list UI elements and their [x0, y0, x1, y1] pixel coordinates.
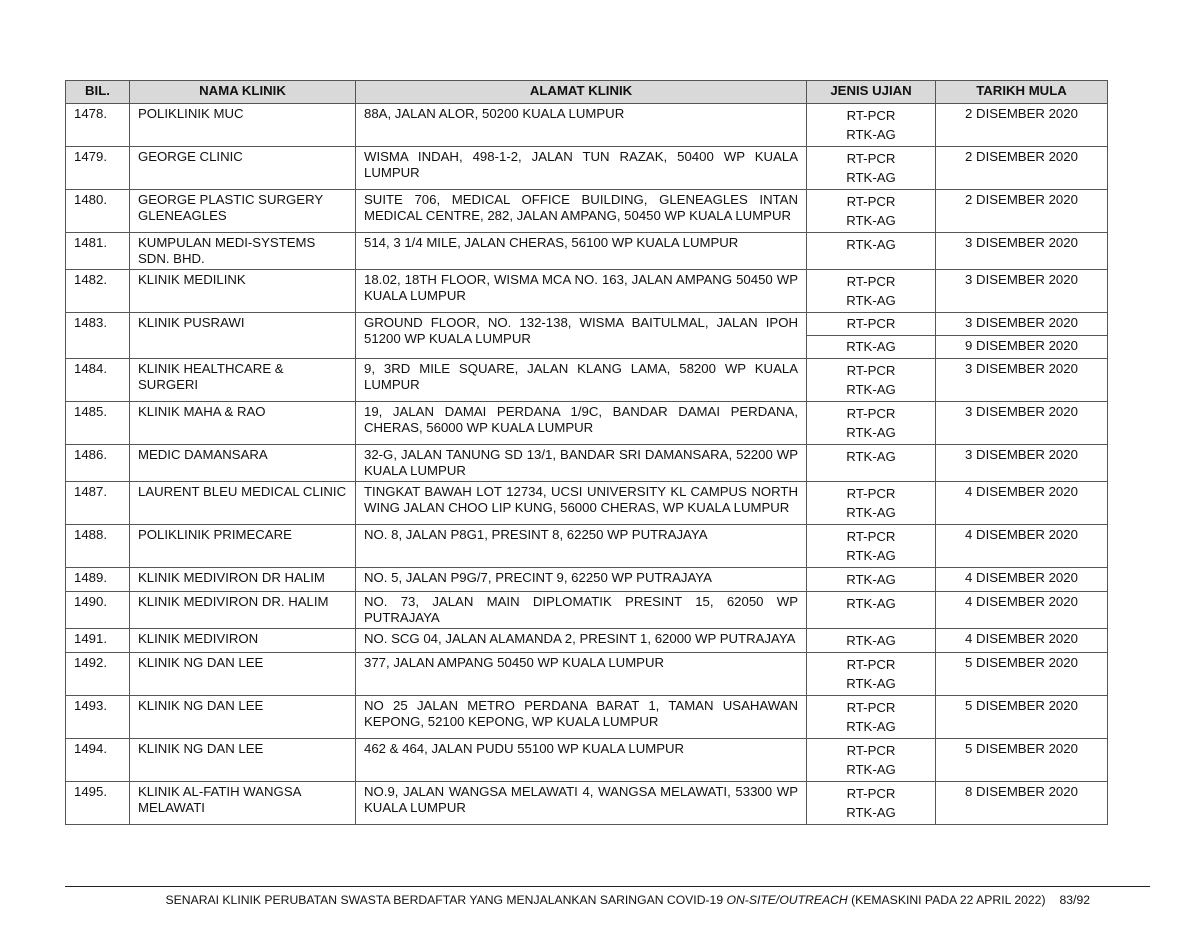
start-date: 4 DISEMBER 2020	[936, 629, 1108, 653]
table-row	[66, 525, 1108, 568]
test-types	[807, 739, 936, 782]
start-date: 2 DISEMBER 2020	[936, 147, 1108, 190]
clinic-address: 32-G, JALAN TANUNG SD 13/1, BANDAR SRI DAMANSARA, 52200 WP KUALA LUMPUR	[356, 445, 807, 482]
clinic-address: NO 25 JALAN METRO PERDANA BARAT 1, TAMAN USAHAWAN KEPONG, 52100 KEPONG, WP KUALA LUMPUR	[356, 696, 807, 739]
row-number: 1494.	[66, 739, 130, 782]
test-type: RTK-AG	[807, 336, 936, 359]
start-date: 5 DISEMBER 2020	[936, 739, 1108, 782]
clinic-address: 377, JALAN AMPANG 50450 WP KUALA LUMPUR	[356, 653, 807, 696]
table-row	[66, 592, 1108, 629]
row-number: 1491.	[66, 629, 130, 653]
test-type: RTK-AG	[846, 449, 896, 464]
test-type: RTK-AG	[846, 719, 896, 734]
table-row	[66, 782, 1108, 825]
clinic-address: NO. 5, JALAN P9G/7, PRECINT 9, 62250 WP PUTRAJAYA	[356, 568, 807, 592]
footer-title-italic: ON-SITE/OUTREACH	[726, 893, 848, 907]
table-row	[66, 147, 1108, 190]
test-type: RTK-AG	[846, 237, 896, 252]
table-row	[66, 629, 1108, 653]
row-number: 1493.	[66, 696, 130, 739]
test-type: RT-PCR	[846, 743, 896, 758]
header-row	[66, 81, 1108, 104]
test-types	[807, 190, 936, 233]
row-number: 1478.	[66, 104, 130, 147]
table-row	[66, 313, 1108, 336]
clinic-address: GROUND FLOOR, NO. 132-138, WISMA BAITULMAL, JALAN IPOH 51200 WP KUALA LUMPUR	[356, 313, 807, 359]
clinic-address: 88A, JALAN ALOR, 50200 KUALA LUMPUR	[356, 104, 807, 147]
test-types	[807, 592, 936, 629]
test-types	[807, 445, 936, 482]
test-type: RTK-AG	[846, 805, 896, 820]
start-date: 4 DISEMBER 2020	[936, 482, 1108, 525]
row-number: 1489.	[66, 568, 130, 592]
clinic-name: KLINIK MEDIVIRON	[130, 629, 356, 653]
clinic-name: KLINIK NG DAN LEE	[130, 739, 356, 782]
clinic-name: KLINIK HEALTHCARE & SURGERI	[130, 359, 356, 402]
clinic-address: NO. 73, JALAN MAIN DIPLOMATIK PRESINT 15, 62050 WP PUTRAJAYA	[356, 592, 807, 629]
start-date: 5 DISEMBER 2020	[936, 696, 1108, 739]
start-date: 4 DISEMBER 2020	[936, 592, 1108, 629]
start-date: 8 DISEMBER 2020	[936, 782, 1108, 825]
start-date: 2 DISEMBER 2020	[936, 104, 1108, 147]
test-type: RT-PCR	[846, 151, 896, 166]
test-types	[807, 104, 936, 147]
clinic-name: GEORGE PLASTIC SURGERY GLENEAGLES	[130, 190, 356, 233]
test-type: RTK-AG	[846, 382, 896, 397]
test-type: RTK-AG	[846, 213, 896, 228]
test-type: RT-PCR	[846, 363, 896, 378]
start-date: 3 DISEMBER 2020	[936, 233, 1108, 270]
footer-title: SENARAI KLINIK PERUBATAN SWASTA BERDAFTAR YANG MENJALANKAN SARINGAN COVID-19	[165, 893, 727, 907]
header-tarikh-mula: TARIKH MULA	[936, 81, 1108, 104]
row-number: 1480.	[66, 190, 130, 233]
clinic-name: KLINIK MEDILINK	[130, 270, 356, 313]
clinic-address: NO. SCG 04, JALAN ALAMANDA 2, PRESINT 1, 62000 WP PUTRAJAYA	[356, 629, 807, 653]
test-types	[807, 147, 936, 190]
test-types	[807, 525, 936, 568]
clinic-table	[65, 80, 1108, 825]
table-row	[66, 104, 1108, 147]
table-row	[66, 359, 1108, 402]
clinic-name: POLIKLINIK PRIMECARE	[130, 525, 356, 568]
test-types	[807, 270, 936, 313]
clinic-name: KLINIK MAHA & RAO	[130, 402, 356, 445]
start-date: 4 DISEMBER 2020	[936, 525, 1108, 568]
header-bil: BIL.	[66, 81, 130, 104]
clinic-address: 18.02, 18TH FLOOR, WISMA MCA NO. 163, JALAN AMPANG 50450 WP KUALA LUMPUR	[356, 270, 807, 313]
start-date: 3 DISEMBER 2020	[936, 270, 1108, 313]
start-date: 5 DISEMBER 2020	[936, 653, 1108, 696]
clinic-address: TINGKAT BAWAH LOT 12734, UCSI UNIVERSITY KL CAMPUS NORTH WING JALAN CHOO LIP KUNG, 56000 CHERAS, WP KUALA LUMPUR	[356, 482, 807, 525]
test-types	[807, 782, 936, 825]
footer-divider	[65, 886, 1150, 887]
clinic-name: GEORGE CLINIC	[130, 147, 356, 190]
clinic-name: MEDIC DAMANSARA	[130, 445, 356, 482]
test-types	[807, 696, 936, 739]
header-alamat-klinik: ALAMAT KLINIK	[356, 81, 807, 104]
start-date: 3 DISEMBER 2020	[936, 313, 1108, 336]
test-type: RTK-AG	[846, 762, 896, 777]
table-row	[66, 696, 1108, 739]
header-jenis-ujian: JENIS UJIAN	[807, 81, 936, 104]
clinic-name: POLIKLINIK MUC	[130, 104, 356, 147]
clinic-name: KLINIK MEDIVIRON DR HALIM	[130, 568, 356, 592]
row-number: 1479.	[66, 147, 130, 190]
clinic-name: KLINIK AL-FATIH WANGSA MELAWATI	[130, 782, 356, 825]
start-date: 2 DISEMBER 2020	[936, 190, 1108, 233]
row-number: 1482.	[66, 270, 130, 313]
test-types	[807, 629, 936, 653]
test-types	[807, 482, 936, 525]
row-number: 1495.	[66, 782, 130, 825]
test-type: RTK-AG	[846, 505, 896, 520]
test-type: RTK-AG	[846, 293, 896, 308]
test-types	[807, 359, 936, 402]
clinic-name: LAURENT BLEU MEDICAL CLINIC	[130, 482, 356, 525]
test-type: RT-PCR	[807, 313, 936, 336]
test-type: RTK-AG	[846, 572, 896, 587]
table-row	[66, 568, 1108, 592]
clinic-address: SUITE 706, MEDICAL OFFICE BUILDING, GLENEAGLES INTAN MEDICAL CENTRE, 282, JALAN AMPANG, 50450 WP KUALA LUMPUR	[356, 190, 807, 233]
table-row	[66, 445, 1108, 482]
start-date: 4 DISEMBER 2020	[936, 568, 1108, 592]
row-number: 1490.	[66, 592, 130, 629]
test-types	[807, 653, 936, 696]
start-date: 3 DISEMBER 2020	[936, 445, 1108, 482]
clinic-address: WISMA INDAH, 498-1-2, JALAN TUN RAZAK, 50400 WP KUALA LUMPUR	[356, 147, 807, 190]
clinic-name: KLINIK NG DAN LEE	[130, 696, 356, 739]
clinic-name: KLINIK PUSRAWI	[130, 313, 356, 359]
table-row	[66, 739, 1108, 782]
test-type: RT-PCR	[846, 108, 896, 123]
clinic-name: KLINIK MEDIVIRON DR. HALIM	[130, 592, 356, 629]
clinic-name: KUMPULAN MEDI-SYSTEMS SDN. BHD.	[130, 233, 356, 270]
test-type: RT-PCR	[846, 529, 896, 544]
row-number: 1485.	[66, 402, 130, 445]
test-type: RT-PCR	[846, 657, 896, 672]
test-type: RT-PCR	[846, 700, 896, 715]
row-number: 1484.	[66, 359, 130, 402]
clinic-address: 19, JALAN DAMAI PERDANA 1/9C, BANDAR DAMAI PERDANA, CHERAS, 56000 WP KUALA LUMPUR	[356, 402, 807, 445]
row-number: 1488.	[66, 525, 130, 568]
start-date: 9 DISEMBER 2020	[936, 336, 1108, 359]
clinic-address: NO. 8, JALAN P8G1, PRESINT 8, 62250 WP PUTRAJAYA	[356, 525, 807, 568]
row-number: 1481.	[66, 233, 130, 270]
header-nama-klinik: NAMA KLINIK	[130, 81, 356, 104]
row-number: 1492.	[66, 653, 130, 696]
test-type: RTK-AG	[846, 127, 896, 142]
table-row	[66, 270, 1108, 313]
page-footer	[65, 893, 1090, 907]
row-number: 1486.	[66, 445, 130, 482]
row-number: 1483.	[66, 313, 130, 359]
test-type: RT-PCR	[846, 486, 896, 501]
table-row	[66, 482, 1108, 525]
test-type: RTK-AG	[846, 633, 896, 648]
page-number: 83/92	[1059, 893, 1090, 907]
table-body	[66, 104, 1108, 825]
test-types	[807, 402, 936, 445]
test-type: RTK-AG	[846, 676, 896, 691]
clinic-address: 514, 3 1/4 MILE, JALAN CHERAS, 56100 WP KUALA LUMPUR	[356, 233, 807, 270]
table-row	[66, 233, 1108, 270]
test-type: RT-PCR	[846, 786, 896, 801]
test-type: RT-PCR	[846, 406, 896, 421]
test-type: RT-PCR	[846, 274, 896, 289]
clinic-address: 462 & 464, JALAN PUDU 55100 WP KUALA LUMPUR	[356, 739, 807, 782]
row-number: 1487.	[66, 482, 130, 525]
test-type: RT-PCR	[846, 194, 896, 209]
table-row	[66, 190, 1108, 233]
clinic-address: NO.9, JALAN WANGSA MELAWATI 4, WANGSA MELAWATI, 53300 WP KUALA LUMPUR	[356, 782, 807, 825]
test-type: RTK-AG	[846, 548, 896, 563]
clinic-name: KLINIK NG DAN LEE	[130, 653, 356, 696]
test-types	[807, 233, 936, 270]
test-type: RTK-AG	[846, 425, 896, 440]
start-date: 3 DISEMBER 2020	[936, 402, 1108, 445]
test-type: RTK-AG	[846, 170, 896, 185]
start-date: 3 DISEMBER 2020	[936, 359, 1108, 402]
footer-update-note: (KEMASKINI PADA 22 APRIL 2022)	[847, 893, 1046, 907]
test-type: RTK-AG	[846, 596, 896, 611]
table-row	[66, 653, 1108, 696]
table-row	[66, 402, 1108, 445]
clinic-address: 9, 3RD MILE SQUARE, JALAN KLANG LAMA, 58200 WP KUALA LUMPUR	[356, 359, 807, 402]
test-types	[807, 568, 936, 592]
